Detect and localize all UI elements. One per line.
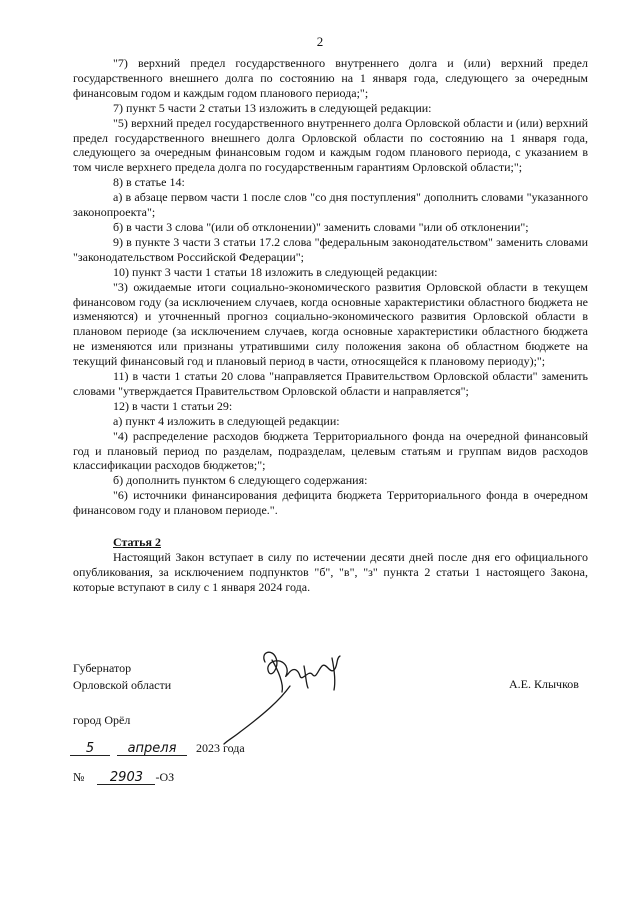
paragraph: "4) распределение расходов бюджета Территориального фонда на очередной финансовый год и плановый период по разделам, подразделам, целевым статьям и группам видов расходов классификации расходов бюджетов;"; xyxy=(73,428,588,473)
paragraph: 10) пункт 3 части 1 статьи 18 изложить в следующей редакции: xyxy=(113,264,438,279)
law-number-prefix: № xyxy=(73,770,85,784)
paragraph: а) в абзаце первом части 1 после слов "со дня поступления" дополнить словами "указанного законопроекта"; xyxy=(73,190,588,220)
paragraph: 12) в части 1 статьи 29: xyxy=(113,398,233,413)
law-number-value: 2903 xyxy=(97,771,155,785)
signatory-title xyxy=(73,660,171,694)
handwritten-signature xyxy=(220,640,380,750)
signing-city: город Орёл xyxy=(73,713,131,727)
signatory-title-line: Орловской области xyxy=(73,678,172,692)
law-text xyxy=(73,56,588,595)
paragraph: "7) верхний предел государственного внутреннего долга и (или) верхний предел государственного внешнего долга по состоянию на 1 января года, следующего за очередным финансовым годом и каждым годом планового периода;"; xyxy=(73,56,588,100)
signing-date xyxy=(70,741,245,756)
paragraph: 9) в пункте 3 части 3 статьи 17.2 слова "федеральным законодательством" заменить словами "законодательством Российской Федерации"; xyxy=(73,234,588,264)
paragraph: 11) в части 1 статьи 20 слова "направляется Правительством Орловской области" заменить словами "утверждается Правительством Орловской области и направляется"; xyxy=(73,369,588,398)
paragraph: б) в части 3 слова "(или об отклонении)" заменить словами "или об отклонении"; xyxy=(113,219,529,234)
paragraph: "5) верхний предел государственного внутреннего долга Орловской области и (или) верхний предел государственного внешнего долга Орловской области по состоянию на 1 января года, следующего за очередным финансовым годом и каждым годом планового периода, с указанием в том числе верхнего предела долга по государственным гарантиям Орловской области;"; xyxy=(73,115,588,175)
article-text: Настоящий Закон вступает в силу по истечении десяти дней после дня его официального опубликования, за исключением подпунктов "б", "в", "з" пункта 2 статьи 1 настоящего Закона, которые вступают в силу с 1 января 2024 года. xyxy=(73,550,588,594)
date-day: 5 xyxy=(70,742,110,756)
paragraph: 8) в статье 14: xyxy=(113,175,185,190)
article-title: Статья 2 xyxy=(113,535,161,550)
paragraph: б) дополнить пунктом 6 следующего содержания: xyxy=(113,473,368,488)
signatory-title-line: Губернатор xyxy=(73,661,132,675)
paragraph: "3) ожидаемые итоги социально-экономического развития Орловской области в текущем финансовом году (за исключением случаев, когда основные характеристики областного бюджета не изменяются) и уточненный прогноз социально-экономического развития Орловской области в плановом периоде (за исключением случаев, когда основные характеристики областного бюджета не изменяются или признаны утратившими силу положения закона об областном бюджете на текущий финансовый год и плановый период в части, относящейся к плановому периоду);"; xyxy=(73,279,588,369)
paragraph: "6) источники финансирования дефицита бюджета Территориального фонда в очередном финансовом году и плановом периоде.". xyxy=(73,488,588,518)
law-number xyxy=(73,770,174,785)
signatory-name: А.Е. Клычков xyxy=(509,677,579,691)
date-year: 2023 года xyxy=(196,741,245,755)
law-number-suffix: -ОЗ xyxy=(155,770,175,784)
paragraph: 7) пункт 5 части 2 статьи 13 изложить в следующей редакции: xyxy=(113,100,432,115)
date-month: апреля xyxy=(117,742,187,756)
paragraph: а) пункт 4 изложить в следующей редакции: xyxy=(113,413,340,428)
page-number: 2 xyxy=(316,34,324,49)
